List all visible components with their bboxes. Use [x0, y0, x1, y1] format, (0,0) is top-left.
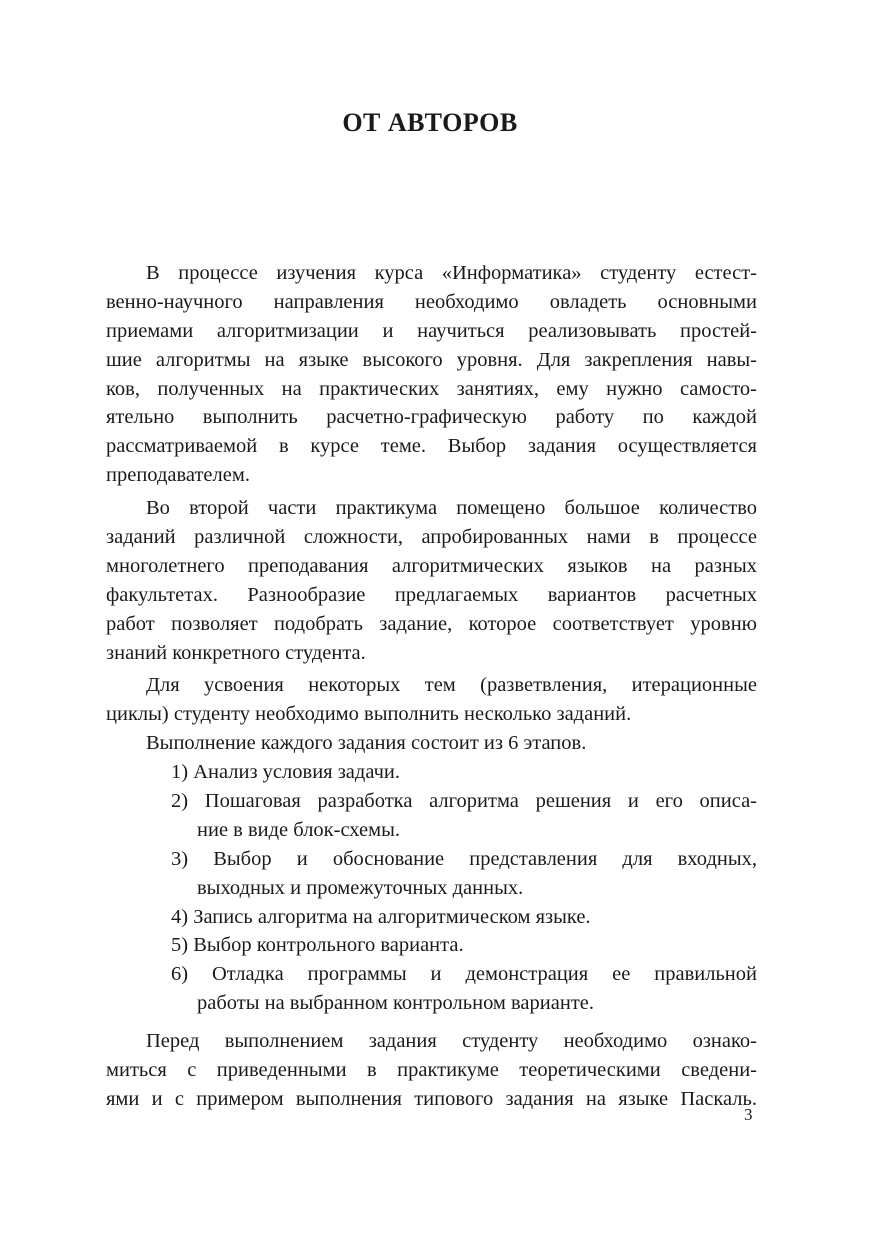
list-item: [106, 931, 757, 960]
text-line: Выполнение каждого задания состоит из 6 этапов.: [146, 732, 587, 755]
paragraph-stages-intro: [106, 729, 757, 758]
text-line: факультетах. Разнообразие предлагаемых вариантов расчетных: [106, 583, 757, 606]
text-line: шие алгоритмы на языке высокого уровня. Для закрепления навы-: [106, 348, 757, 371]
list-item: [106, 903, 757, 932]
text-line: преподавателем.: [106, 464, 250, 487]
text-line: рассматриваемой в курсе теме. Выбор задания осуществляется: [106, 435, 757, 458]
text-line: 1) Анализ условия задачи.: [171, 761, 401, 784]
list-item: [106, 960, 757, 1018]
text-line: выходных и промежуточных данных.: [197, 876, 524, 899]
list-item: [106, 845, 757, 903]
page-title: ОТ АВТОРОВ: [342, 108, 518, 137]
text-line: ков, полученных на практических занятиях, ему нужно самосто-: [106, 377, 757, 400]
text-line: 3) Выбор и обоснование представления для входных,: [171, 847, 757, 870]
text-line: 5) Выбор контрольного варианта.: [171, 934, 464, 957]
list-item: [106, 787, 757, 845]
paragraph-gap: [106, 1018, 757, 1027]
text-line: 6) Отладка программы и демонстрация ее правильной: [171, 963, 757, 986]
paragraph-closing: [106, 1027, 757, 1114]
paragraph-topics: [106, 671, 757, 729]
text-line: 4) Запись алгоритма на алгоритмическом языке.: [171, 905, 591, 928]
text-line: ятельно выполнить расчетно-графическую работу по каждой: [106, 406, 757, 429]
stages-list: [106, 758, 757, 1018]
text-line: ние в виде блок-схемы.: [197, 818, 400, 841]
text-line: приемами алгоритмизации и научиться реализовывать простей-: [106, 319, 757, 342]
text-line: миться с приведенными в практикуме теоретическими сведени-: [106, 1059, 757, 1082]
text-line: ями и с примером выполнения типового задания на языке Паскаль.: [106, 1087, 757, 1110]
paragraph-tasks: [106, 494, 757, 667]
paragraph-intro: [106, 259, 757, 490]
text-line: Во второй части практикума помещено большое количество: [146, 497, 757, 520]
text-line: Перед выполнением задания студенту необходимо ознако-: [146, 1030, 757, 1053]
text-line: заданий различной сложности, апробированных нами в процессе: [106, 526, 757, 549]
text-line: работ позволяет подобрать задание, которое соответствует уровню: [106, 612, 757, 635]
body-text: [106, 259, 757, 1114]
list-item: [106, 758, 757, 787]
text-line: многолетнего преподавания алгоритмических языков на разных: [106, 554, 757, 577]
text-line: 2) Пошаговая разработка алгоритма решения и его описа-: [171, 790, 757, 813]
text-line: знаний конкретного студента.: [106, 641, 366, 664]
text-line: Для усвоения некоторых тем (разветвления, итерационные: [146, 674, 757, 697]
text-line: циклы) студенту необходимо выполнить несколько заданий.: [106, 703, 632, 726]
text-line: венно-научного направления необходимо овладеть основными: [106, 290, 757, 313]
text-line: В процессе изучения курса «Информатика» студенту естест-: [146, 262, 757, 284]
page-number: 3: [744, 1105, 753, 1124]
text-line: работы на выбранном контрольном варианте.: [197, 992, 595, 1015]
